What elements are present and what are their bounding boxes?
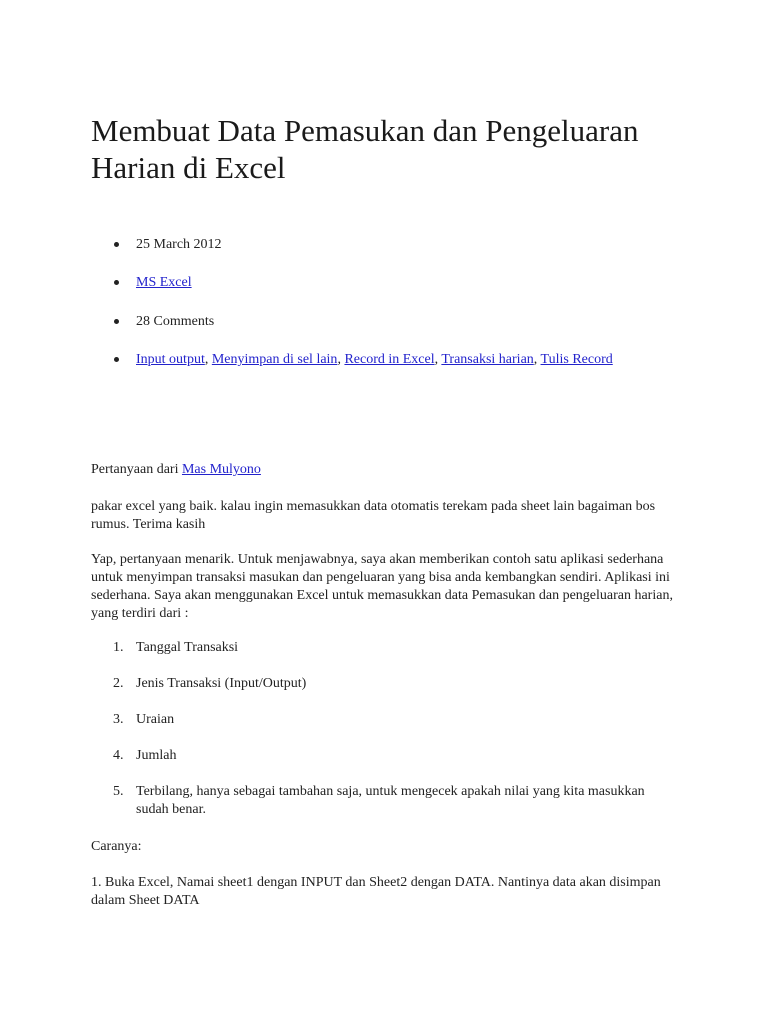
answer-intro: Yap, pertanyaan menarik. Untuk menjawabnya, saya akan memberikan contoh satu aplikasi sederhana untuk menyimpan transaksi masukan dan pengeluaran yang bisa anda kembangkan sendiri. Aplikasi ini sederhana. Saya akan menggunakan Excel untuk memasukkan data Pemasukan dan pengeluaran harian, yang terdiri dari : (91, 552, 673, 621)
post-category (91, 274, 691, 312)
list-number: 4. (113, 748, 124, 763)
tag-link-record[interactable]: Record in Excel (344, 352, 435, 368)
tag-separator: , (434, 352, 439, 368)
list-number: 5. (113, 784, 124, 799)
tag-separator: , (337, 352, 341, 368)
question-text: pakar excel yang baik. kalau ingin memasukkan data otomatis terekam pada sheet lain bagaiman bos rumus. Terima kasih (91, 499, 656, 532)
list-number: 3. (113, 712, 124, 727)
list-text: Tanggal Transaksi (136, 640, 239, 655)
post-comments (91, 313, 691, 351)
list-item (91, 675, 691, 693)
author-link[interactable]: Mas Mulyono (181, 462, 261, 477)
list-item (91, 747, 691, 765)
tag-separator: , (204, 352, 209, 368)
question-prefix: Pertanyaan dari (91, 462, 179, 477)
list-text: Uraian (136, 712, 175, 727)
list-item (91, 639, 691, 657)
list-number: 1. (113, 640, 124, 655)
list-text: Jumlah (136, 748, 177, 763)
list-text: Terbilang, hanya sebagai tambahan saja, untuk mengecek apakah nilai yang kita masukkan sudah benar. (136, 784, 645, 817)
post-meta-list (91, 236, 691, 390)
steps-heading: Caranya: (91, 839, 142, 854)
tag-link-transaksi[interactable]: Transaksi harian (441, 352, 534, 368)
tag-link-menyimpan[interactable]: Menyimpan di sel lain (211, 352, 338, 368)
comments-count: 28 Comments (136, 313, 215, 329)
fields-list (91, 639, 691, 837)
post-date-text: 25 March 2012 (136, 237, 222, 252)
list-number: 2. (113, 676, 124, 691)
post-date (91, 236, 691, 274)
step-1: 1. Buka Excel, Namai sheet1 dengan INPUT dan Sheet2 dengan DATA. Nantinya data akan disimpan dalam Sheet DATA (91, 875, 661, 908)
list-item (91, 783, 646, 819)
article-title: Membuat Data Pemasukan dan Pengeluaran Harian di Excel (91, 113, 639, 185)
list-item (91, 711, 691, 729)
tag-link-input-output[interactable]: Input output (136, 352, 205, 368)
question-line (91, 461, 681, 479)
tag-separator: , (533, 352, 538, 368)
category-link[interactable]: MS Excel (136, 275, 192, 291)
post-tags (91, 351, 691, 389)
tag-link-tulis-record[interactable]: Tulis Record (540, 352, 613, 368)
list-text: Jenis Transaksi (Input/Output) (136, 676, 307, 691)
